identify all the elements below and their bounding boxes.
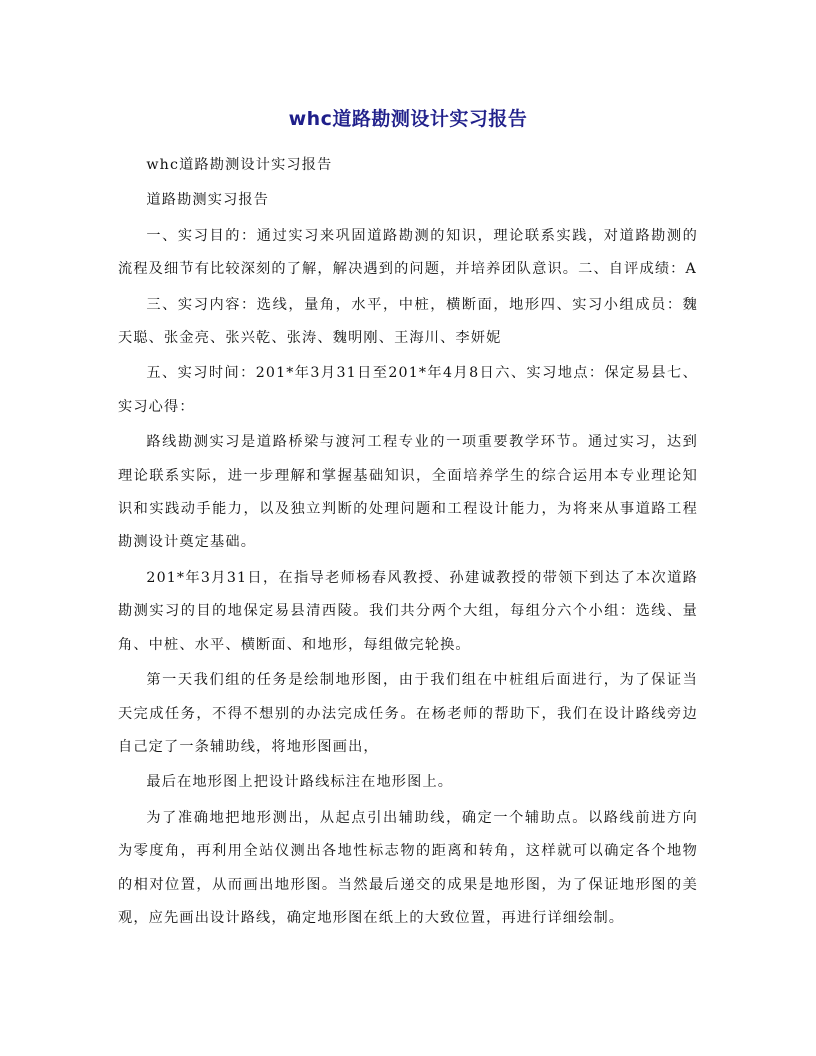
paragraph-method: 为了准确地把地形测出，从起点引出辅助线，确定一个辅助点。以路线前进方向为零度角，再利用全站仪测出各地性标志物的距离和转角，这样就可以确定各个地物的相对位置，从而画出地形图。当然最后递交的成果是地形图，为了保证地形图的美观，应先画出设计路线，确定地形图在纸上的大致位置，再进行详细绘制。 — [118, 809, 698, 926]
paragraph-time-location: 五、实习时间：201*年3月31日至201*年4月8日六、实习地点：保定易县七、实习心得： — [118, 365, 698, 415]
paragraph-intro: 路线勘测实习是道路桥梁与渡河工程专业的一项重要教学环节。通过实习，达到理论联系实际，进一步理解和掌握基础知识，全面培养学生的综合运用本专业理论知识和实践动手能力，以及独立判断的处理问题和工程设计能力，为将来从事道路工程勘测设计奠定基础。 — [118, 434, 698, 551]
document-title: whc道路勘测设计实习报告 — [288, 108, 528, 130]
paragraph-subtitle: whc道路勘测设计实习报告 — [146, 157, 333, 173]
paragraph-content: 三、实习内容：选线，量角，水平，中桩，横断面，地形四、实习小组成员：魏天聪、张金亮、张兴乾、张涛、魏明刚、王海川、李妍妮 — [118, 296, 698, 347]
paragraph-final-mark: 最后在地形图上把设计路线标注在地形图上。 — [146, 774, 454, 791]
paragraph-first-day: 第一天我们组的任务是绘制地形图，由于我们组在中桩组后面进行，为了保证当天完成任务，不得不想别的办法完成任务。在杨老师的帮助下，我们在设计路线旁边自己定了一条辅助线，将地形图画出， — [118, 672, 698, 755]
document-page — [118, 96, 698, 937]
paragraph-report-heading: 道路勘测实习报告 — [146, 192, 270, 209]
paragraph-purpose: 一、实习目的：通过实习来巩固道路勘测的知识，理论联系实践，对道路勘测的流程及细节有比较深刻的了解，解决遇到的问题，并培养团队意识。二、自评成绩：A — [118, 227, 698, 278]
paragraph-arrival: 201*年3月31日，在指导老师杨春风教授、孙建诚教授的带领下到达了本次道路勘测实习的目的地保定易县清西陵。我们共分两个大组，每组分六个小组：选线、量角、中桩、水平、横断面、和地形，每组做完轮换。 — [118, 569, 698, 653]
